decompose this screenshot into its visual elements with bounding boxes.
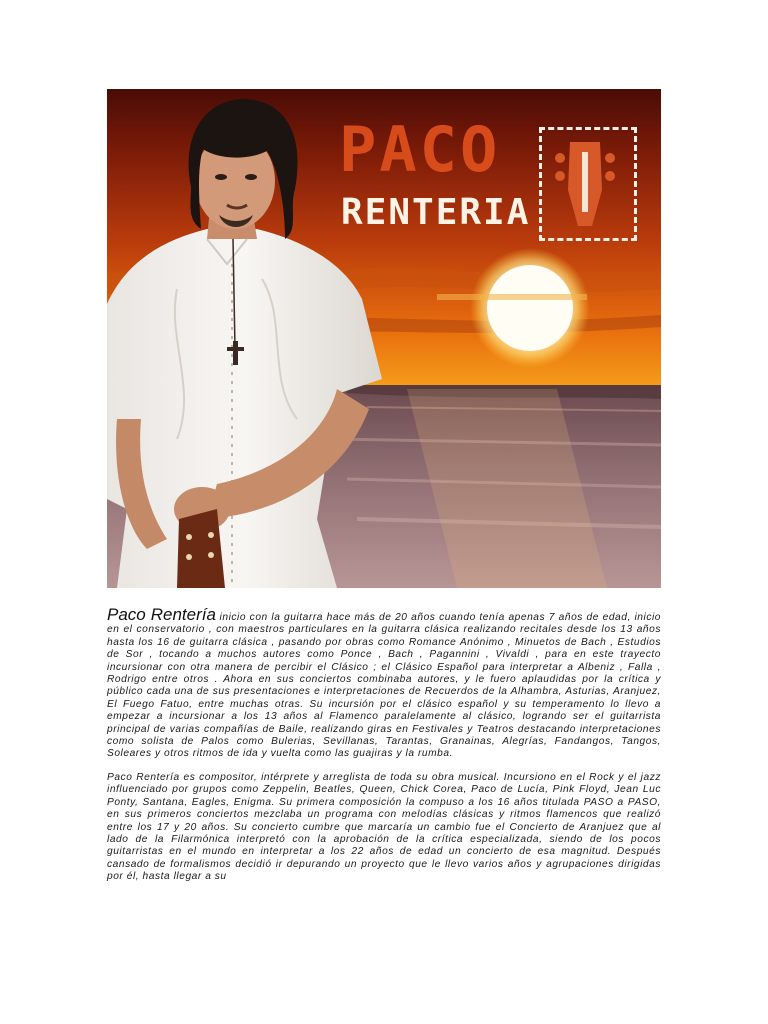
biography-text — [107, 605, 661, 895]
album-cover-image — [107, 89, 661, 588]
artist-name: Paco Rentería — [107, 605, 216, 624]
paragraph-text: inicio con la guitarra hace más de 20 años cuando tenía apenas 7 años de edad, inicio en el conservatorio , con maestros particulares en la guitarra clásica realizando recitales desde los 13 años hasta los 16 de guitarra clásica , pasando por obras como Romance Anónimo , Minuetos de Bach , Estudios de Sor , tocando a muchos autores como Ponce , Bach , Pagannini , Vivaldi , para en este trayecto incursionar con otra manera de percibir el Clásico ; el Clásico Español para interpretar a Albeniz , Falla , Rodrigo entre otros . Ahora en sus conciertos combinaba autores, y le fuero aplaudidas por la crítica y público cada una de sus presentaciones e interpretaciones de Recuerdos de la Alhambra, Asturias, Aranjuez, El Fuego Fatuo, entre muchas otras. Su incursión por el clásico español y su temperamento lo llevo a empezar a incursionar a los 13 años al Flamenco paralelamente al clásico, logrando ser el guitarrista principal de varias compañías de Baile, realizando giras en Festivales y Teatros destacando interpretaciones como solista de Palos como Bulerias, Sevillanas, Tarantas, Granainas, Alegrías, Fandangos, Tangos, Soleares y otros ritmos de ida y vuelta como las guajiras y la rumba. — [107, 612, 661, 760]
guitar-headstock — [177, 509, 225, 588]
paragraph — [107, 605, 661, 761]
paragraph: Paco Rentería es compositor, intérprete y arreglista de toda su obra musical. Incursiono en el Rock y el jazz influenciado por grupos como Zeppelin, Beatles, Queen, Chick Corea, Paco de Lucía, Pink Floyd, Jean Luc Ponty, Santana, Eagles, Enigma. Su primera composición la compuso a los 16 años titulada PASO a PASO, en sus primeros conciertos mezclaba un programa con melodías clásicas y ritmos flamencos que realizó entre los 17 y 20 años. Su concierto cumbre que marcaría un cambio fue el Concierto de Aranjuez que al lado de la Filarmónica interpretó con la aprobación de la crítica especializada, siendo de los pocos guitarristas en el mundo en interpretar a los 22 años de edad un concierto de esa magnitud. Después cansado de formalismos decidió ir depurando un proyecto que le llevo varios años y agrupaciones dirigidas por él, hasta llegar a su — [107, 771, 661, 883]
sun-core — [487, 265, 573, 351]
logo-paco-text: PACO — [339, 113, 501, 186]
guitar-stamp-icon — [539, 127, 637, 241]
logo-renteria-text: RENTERIA — [341, 192, 531, 233]
